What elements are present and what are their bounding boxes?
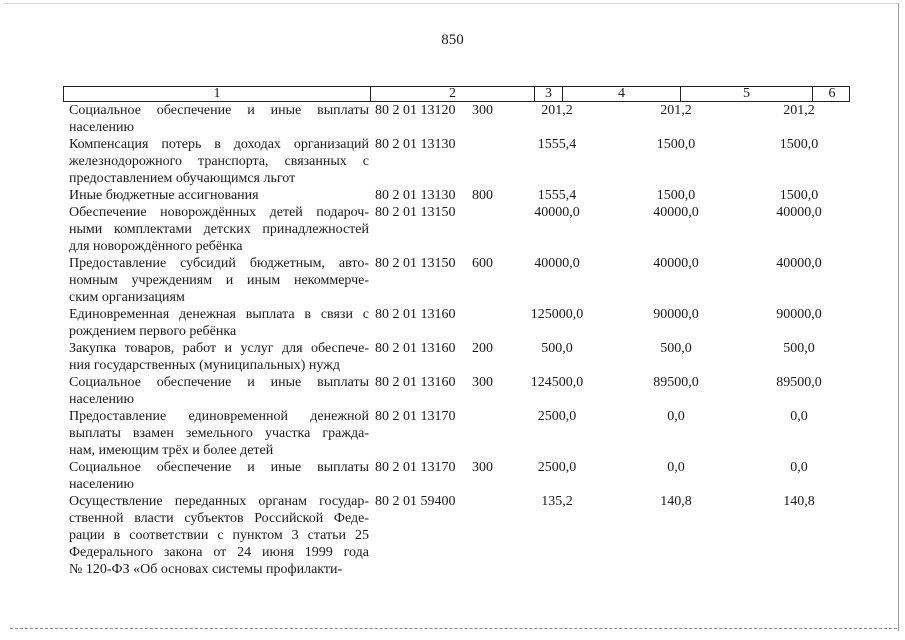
row-value-col6: 500,0 [783,341,815,356]
row-value-col5: 89500,0 [653,375,699,390]
table-row [63,255,850,306]
row-name-line: ными комплектами детских принадлежностей [69,222,369,237]
row-name-line: Единовременная денежная выплата в связи с [69,307,369,322]
row-value-col6: 1500,0 [779,137,819,152]
header-col-6: 6 [812,87,851,101]
row-name-line: номным учреждениям и иным некоммерче- [69,273,369,288]
row-code: 80 2 01 13160 [375,341,456,356]
row-value-col4: 135,2 [541,494,573,509]
row-value-col6: 0,0 [790,460,808,475]
row-name [69,374,369,408]
row-expense-type: 600 [472,256,493,271]
row-name-line: железнодорожного транспорта, связанных с [69,154,369,169]
row-value-col6: 90000,0 [776,307,822,322]
row-value-col5: 500,0 [660,341,692,356]
row-value-col4: 2500,0 [537,409,577,424]
row-code: 80 2 01 59400 [375,494,456,509]
row-value-col5: 1500,0 [656,137,696,152]
row-name-line: ственной власти субъектов Российской Феде- [69,511,369,526]
row-name [69,340,369,374]
row-name-line: для новорождённого ребёнка [69,239,243,254]
page-number: 850 [441,32,464,48]
row-name [69,493,369,578]
table-row [63,204,850,255]
row-value-col6: 40000,0 [776,205,822,220]
row-value-col6: 0,0 [790,409,808,424]
row-name-line: Обеспечение новорождённых детей подароч- [69,205,369,220]
header-col-5: 5 [680,87,812,101]
table-row [63,408,850,459]
row-value-col5: 140,8 [660,494,692,509]
table-row [63,187,850,204]
row-code: 80 2 01 13150 [375,256,456,271]
row-name-line: ским организациям [69,290,185,305]
table-row [63,459,850,493]
row-name-line: Социальное обеспечение и иные выплаты [69,103,369,118]
header-col-4: 4 [562,87,680,101]
table-row [63,136,850,187]
row-name-line: рождением первого ребёнка [69,324,237,339]
table-row [63,493,850,578]
row-value-col4: 40000,0 [534,205,580,220]
row-name-line: № 120-ФЗ «Об основах системы профилакти- [69,562,343,577]
row-name-line: населению [69,477,134,492]
table-row [63,102,850,136]
row-name-line: ния государственных (муниципальных) нужд [69,358,340,373]
row-name-line: населению [69,120,134,135]
row-value-col5: 1500,0 [656,188,696,203]
row-name-line: населению [69,392,134,407]
row-name-line: нам, имеющим трёх и более детей [69,443,274,458]
row-expense-type: 300 [472,460,493,475]
row-value-col5: 90000,0 [653,307,699,322]
row-name [69,204,369,255]
row-name [69,102,369,136]
row-name-line: Социальное обеспечение и иные выплаты [69,375,369,390]
row-name-line: рации в соответствии с пунктом 3 статьи 25 [69,528,369,543]
row-value-col6: 89500,0 [776,375,822,390]
row-value-col5: 40000,0 [653,256,699,271]
row-name-line: Социальное обеспечение и иные выплаты [69,460,369,475]
row-name-line: Закупка товаров, работ и услуг для обеспече- [69,341,369,356]
table-row [63,306,850,340]
row-code: 80 2 01 13120 [375,103,456,118]
row-expense-type: 200 [472,341,493,356]
row-name [69,187,369,204]
row-value-col6: 201,2 [783,103,815,118]
row-expense-type: 800 [472,188,493,203]
row-name-line: Иные бюджетные ассигнования [69,188,259,203]
row-name [69,459,369,493]
row-value-col4: 125000,0 [530,307,584,322]
row-code: 80 2 01 13170 [375,409,456,424]
row-expense-type: 300 [472,103,493,118]
header-col-1: 1 [213,86,221,101]
row-code: 80 2 01 13130 [375,188,456,203]
row-value-col5: 40000,0 [653,205,699,220]
row-name-line: Предоставление единовременной денежной [69,409,369,424]
row-value-col4: 201,2 [541,103,573,118]
row-value-col4: 1555,4 [537,137,577,152]
row-name-line: Предоставление субсидий бюджетным, авто- [69,256,369,271]
table-row [63,340,850,374]
row-value-col5: 0,0 [667,409,685,424]
row-name [69,306,369,340]
row-value-col4: 2500,0 [537,460,577,475]
row-value-col5: 0,0 [667,460,685,475]
row-value-col6: 1500,0 [779,188,819,203]
row-name-line: предоставлением обучающимся льгот [69,171,296,186]
row-name-line: Компенсация потерь в доходах организаций [69,137,369,152]
table-row [63,374,850,408]
row-code: 80 2 01 13160 [375,375,456,390]
row-name-line: Федерального закона от 24 июня 1999 года [69,545,369,560]
row-value-col6: 140,8 [783,494,815,509]
row-name-line: Осуществление переданных органам государ- [69,494,369,509]
row-code: 80 2 01 13150 [375,205,456,220]
row-name-line: выплаты взамен земельного участка гражда- [69,426,369,441]
row-code: 80 2 01 13170 [375,460,456,475]
page-bottom-edge [10,628,897,629]
row-value-col5: 201,2 [660,103,692,118]
row-value-col4: 1555,4 [537,188,577,203]
row-code: 80 2 01 13130 [375,137,456,152]
row-name [69,408,369,459]
header-col-2: 2 [370,87,534,101]
row-expense-type: 300 [472,375,493,390]
row-value-col4: 500,0 [541,341,573,356]
row-name [69,136,369,187]
row-code: 80 2 01 13160 [375,307,456,322]
row-value-col4: 40000,0 [534,256,580,271]
table-header-row [63,86,850,102]
row-name [69,255,369,306]
header-col-3: 3 [534,87,562,101]
row-value-col4: 124500,0 [530,375,584,390]
row-value-col6: 40000,0 [776,256,822,271]
